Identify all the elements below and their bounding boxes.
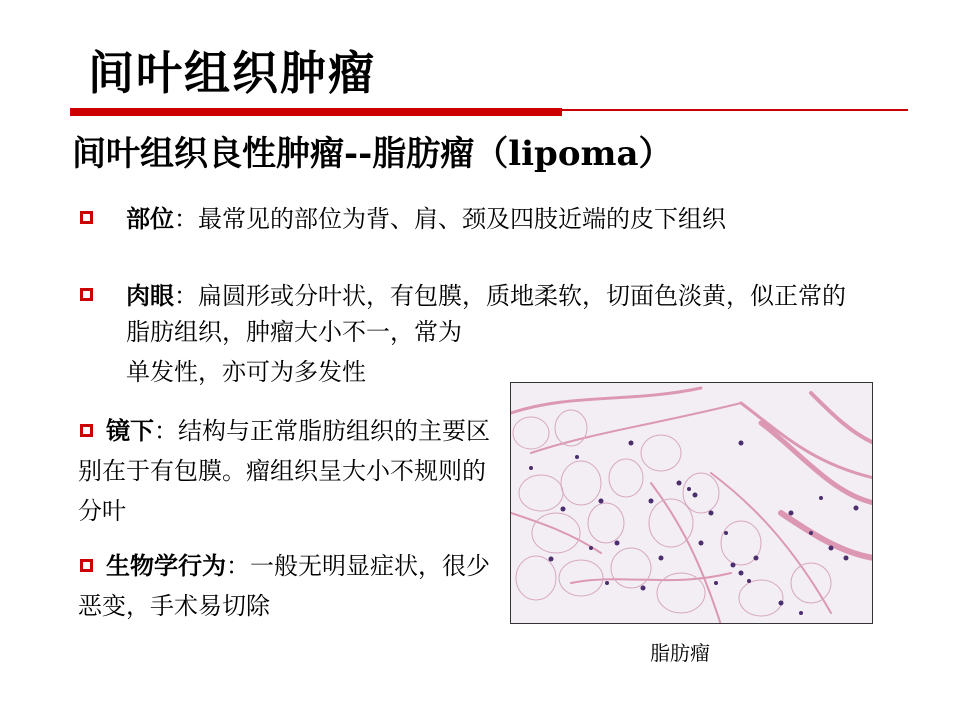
micrograph-image bbox=[511, 383, 873, 624]
bullet-text: ：最常见的部位为背、肩、颈及四肢近端的皮下组织 bbox=[174, 205, 726, 233]
bullet-head: 部位 bbox=[126, 204, 174, 233]
title-underline-accent bbox=[70, 108, 562, 116]
bullet-head: 生物学行为 bbox=[106, 551, 226, 580]
slide-subtitle: 间叶组织良性肿瘤--脂肪瘤（lipoma） bbox=[72, 134, 673, 174]
bullet-microscopic bbox=[78, 411, 498, 531]
bullet-behavior bbox=[78, 546, 498, 626]
figure-caption: 脂肪瘤 bbox=[650, 641, 710, 665]
bullet-gross bbox=[126, 278, 846, 390]
bullet-text: ：一般无明显症状，很少恶变，手术易切除 bbox=[78, 552, 490, 620]
hollow-square-bullet-icon bbox=[80, 288, 93, 301]
slide-title: 间叶组织肿瘤 bbox=[88, 46, 376, 100]
hollow-square-bullet-icon bbox=[80, 211, 93, 224]
lipoma-micrograph bbox=[510, 382, 873, 624]
bullet-text: ：扁圆形或分叶状，有包膜，质地柔软，切面色淡黄，似正常的脂肪组织，肿瘤大小不一，常为 bbox=[126, 282, 846, 346]
bullet-location bbox=[126, 201, 846, 237]
bullet-head: 镜下 bbox=[106, 416, 154, 445]
bullet-text-continued: 单发性，亦可为多发性 bbox=[126, 358, 366, 386]
bullet-text: ：结构与正常脂肪组织的主要区别在于有包膜。瘤组织呈大小不规则的分叶 bbox=[78, 417, 490, 525]
bullet-head: 肉眼 bbox=[126, 281, 174, 310]
